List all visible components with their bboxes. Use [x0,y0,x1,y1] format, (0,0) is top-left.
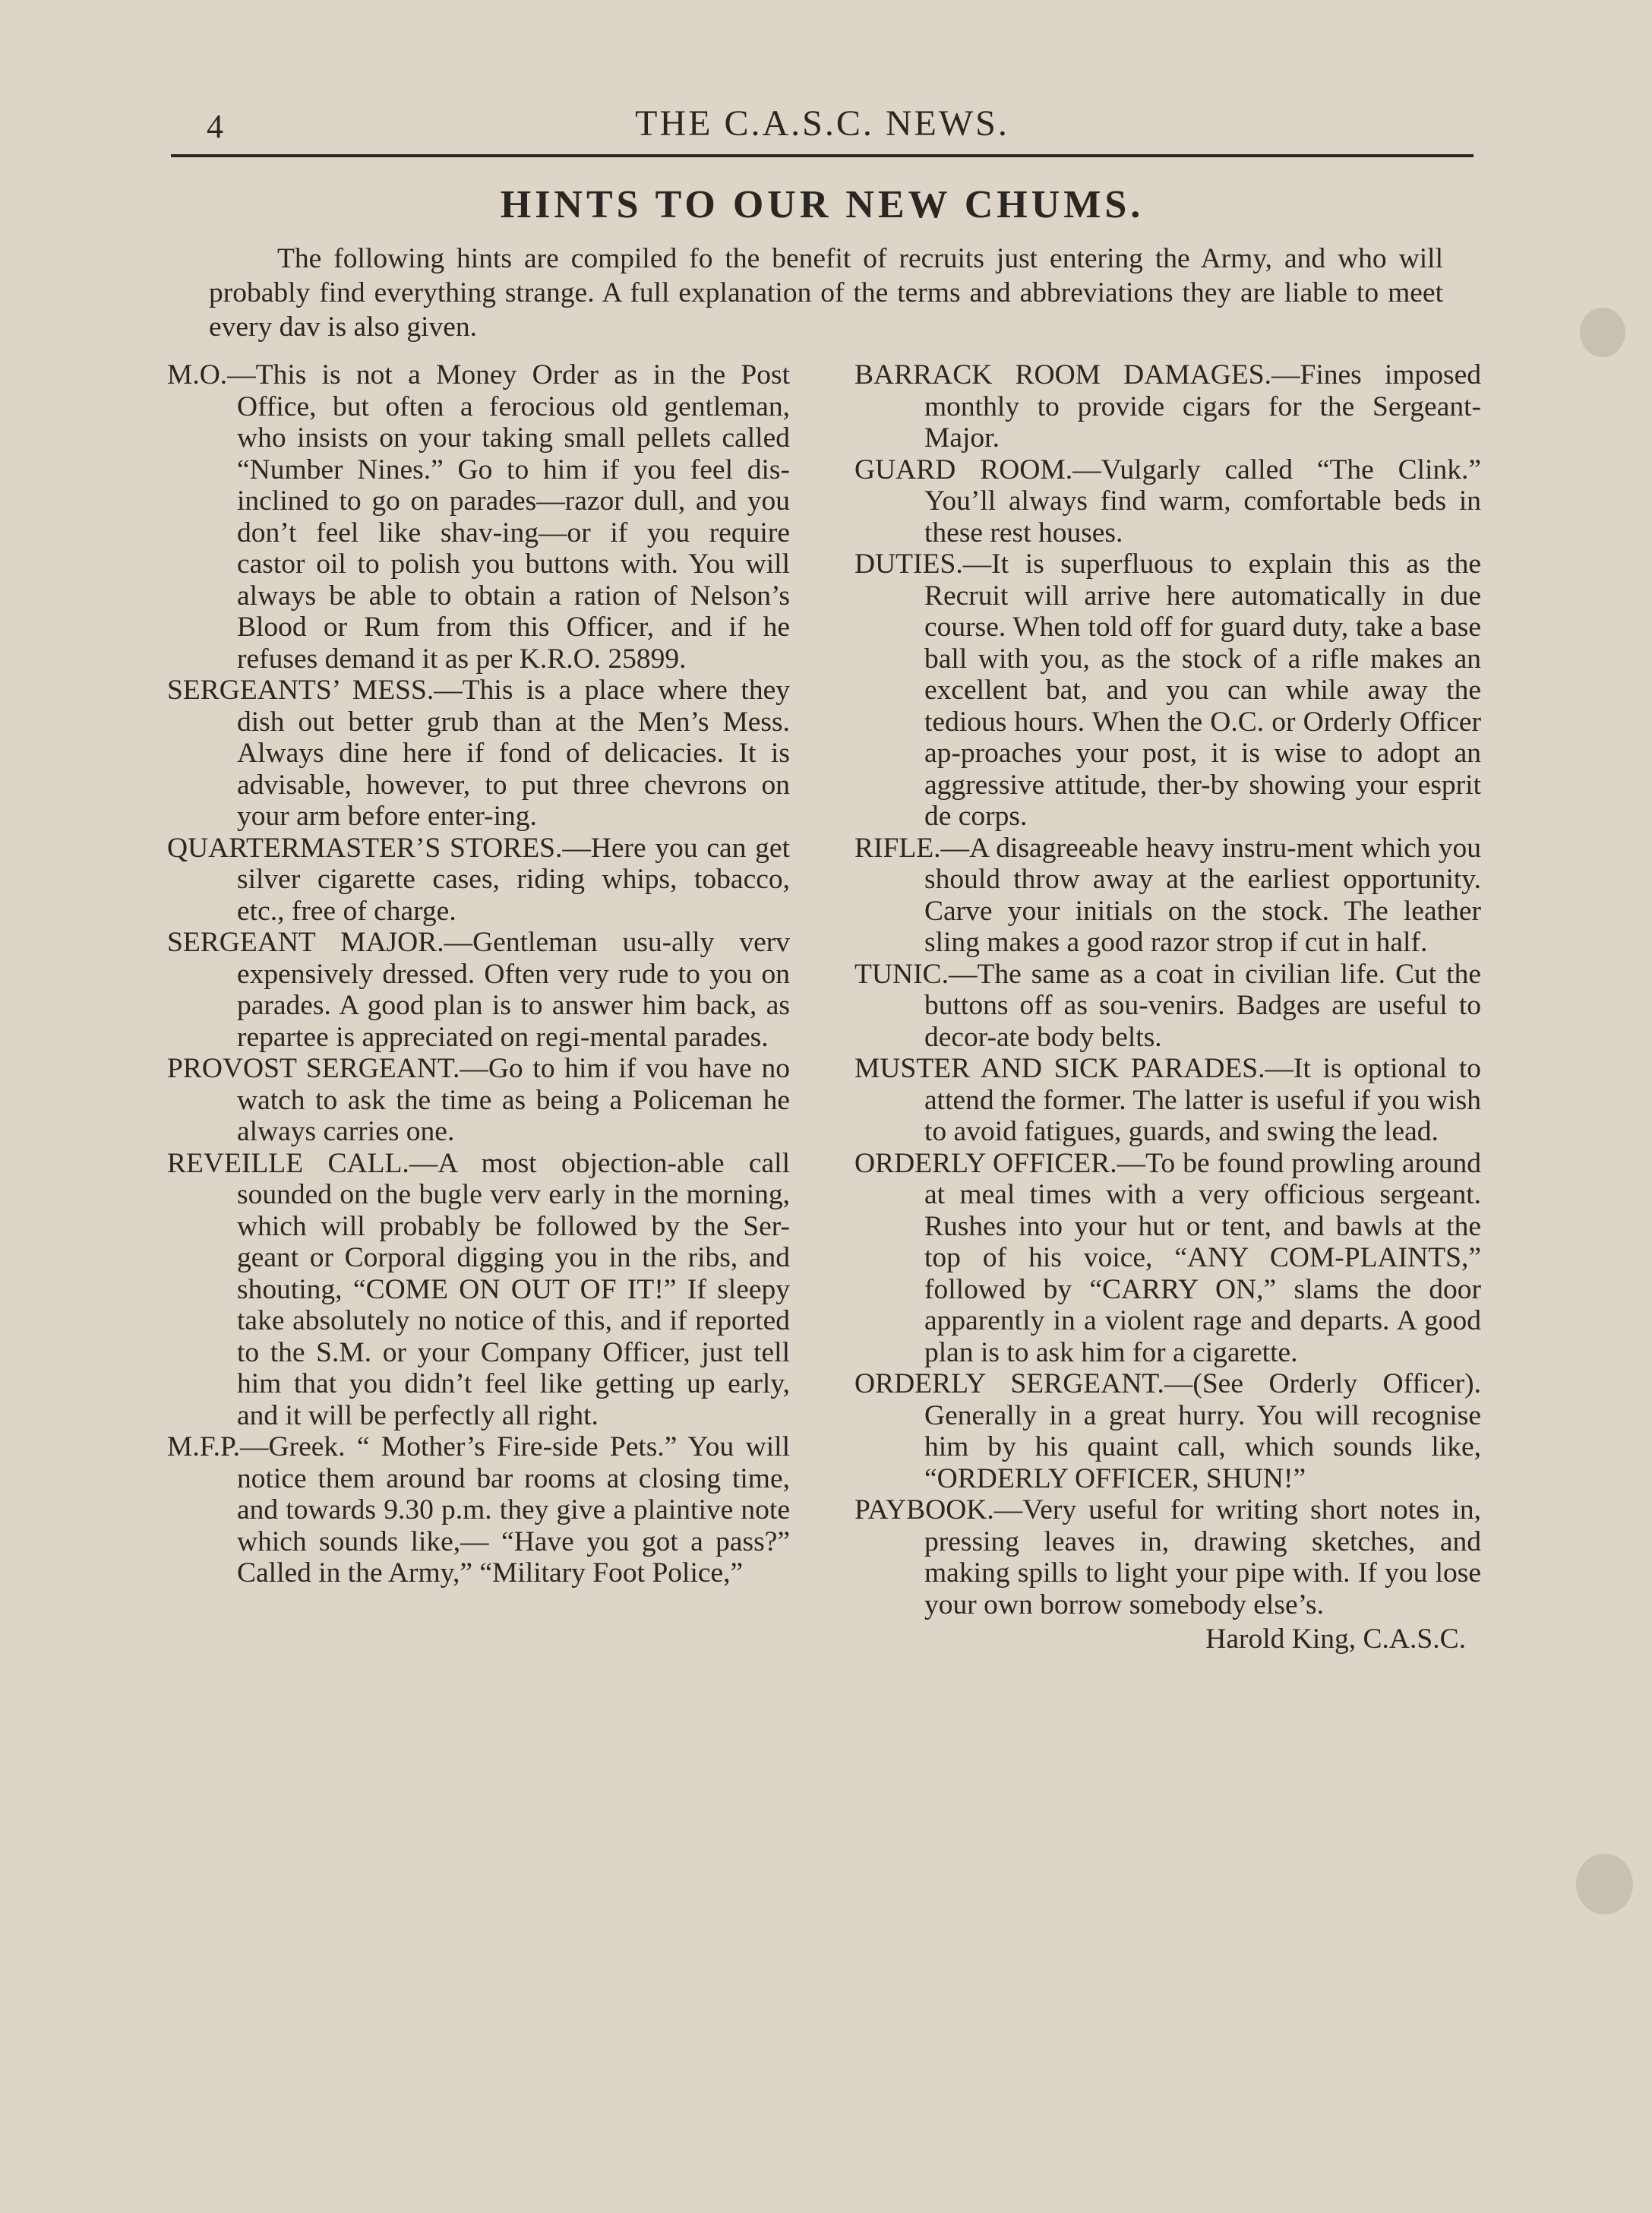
entry-reveille-call: REVEILLE CALL.—A most objection-able call sounded on the bugle verv early in the morning, which will probably be followed by the Ser-geant or Corporal digging you in the ribs, and shouting, “COME ON OUT OF IT!” If sleepy take absolutely no notice of this, and if reported to the S.M. or your Company Officer, just tell him that you didn’t feel like getting up early, and it will be perfectly all right. [167,1147,790,1431]
entry-sergeants-mess: SERGEANTS’ MESS.—This is a place where they dish out better grub than at the Men’s Mess. Always dine here if fond of delicacies. It is advisable, however, to put three chevrons on your arm before enter-ing. [167,675,790,832]
punch-hole-mark [1576,1854,1633,1914]
entry-barrack-room-damages: BARRACK ROOM DAMAGES.—Fines imposed monthly to provide cigars for the Sergeant-Major. [854,359,1481,454]
left-column [167,359,790,1589]
page-number: 4 [207,108,223,145]
entry-muster-and-sick-parades: MUSTER AND SICK PARADES.—It is optional to attend the former. The latter is useful if you wish to avoid fatigues, guards, and swing the lead. [854,1053,1481,1147]
entry-mfp: M.F.P.—Greek. “ Mother’s Fire-side Pets.” You will notice them around bar rooms at closing time, and towards 9.30 p.m. they give a plaintive note which sounds like,— “Have you got a pass?” Called in the Army,” “Military Foot Police,” [167,1431,790,1589]
entry-orderly-sergeant: ORDERLY SERGEANT.—(See Orderly Officer). Generally in a great hurry. You will recognise him by his quaint call, which sounds like, “ORDERLY OFFICER, SHUN!” [854,1368,1481,1494]
right-column [854,359,1481,1655]
masthead: THE C.A.S.C. NEWS. [635,103,1009,144]
article-intro: The following hints are compiled fo the benefit of recruits just entering the Army, and who will probably find everything strange. A full explanation of the terms and abbreviations they are liable to meet every dav is also given. [209,243,1443,343]
entry-rifle: RIFLE.—A disagreeable heavy instru-ment which you should throw away at the earliest opportunity. Carve your initials on the stock. The leather sling makes a good razor strop if cut in half. [854,832,1481,958]
entry-mo: M.O.—This is not a Money Order as in the Post Office, but often a ferocious old gentleman, who insists on your taking small pellets called “Number Nines.” Go to him if you feel dis-inclined to go on parades—razor dull, and you don’t feel like shav-ing—or if you require castor oil to polish you buttons with. You will always be able to obtain a ration of Nelson’s Blood or Rum from this Officer, and if he refuses demand it as per K.R.O. 25899. [167,359,790,675]
entry-tunic: TUNIC.—The same as a coat in civilian life. Cut the buttons off as sou-venirs. Badges are useful to decor-ate body belts. [854,958,1481,1053]
article-title: HINTS TO OUR NEW CHUMS. [500,183,1145,226]
entry-orderly-officer: ORDERLY OFFICER.—To be found prowling around at meal times with a very officious sergeant. Rushes into your hut or tent, and bawls at the top of his voice, “ANY COM-PLAINTS,” followed by “CARRY ON,” slams the door apparently in a violent rage and departs. A good plan is to ask him for a cigarette. [854,1147,1481,1368]
article-byline: Harold King, C.A.S.C. [1205,1623,1466,1655]
entry-provost-sergeant: PROVOST SERGEANT.—Go to him if vou have no watch to ask the time as being a Policeman he always carries one. [167,1053,790,1147]
punch-hole-mark [1580,308,1625,357]
entry-duties: DUTIES.—It is superfluous to explain this as the Recruit will arrive here automatically in due course. When told off for guard duty, take a base ball with you, as the stock of a rifle makes an excellent bat, and you can while away the tedious hours. When the O.C. or Orderly Officer ap-proaches your post, it is wise to adopt an aggressive attitude, ther-by showing your esprit de corps. [854,549,1481,832]
entry-guard-room: GUARD ROOM.—Vulgarly called “The Clink.” You’ll always find warm, comfortable beds in these rest houses. [854,454,1481,549]
entry-quartermasters-stores: QUARTERMASTER’S STORES.—Here you can get silver cigarette cases, riding whips, tobacco, etc., free of charge. [167,832,790,927]
entry-paybook: PAYBOOK.—Very useful for writing short notes in, pressing leaves in, drawing sketches, and making spills to light your pipe with. If you lose your own borrow somebody else’s. [854,1494,1481,1620]
entry-sergeant-major: SERGEANT MAJOR.—Gentleman usu-ally verv expensively dressed. Often very rude to you on parades. A good plan is to answer him back, as repartee is appreciated on regi-mental parades. [167,927,790,1053]
header-rule [171,154,1474,157]
